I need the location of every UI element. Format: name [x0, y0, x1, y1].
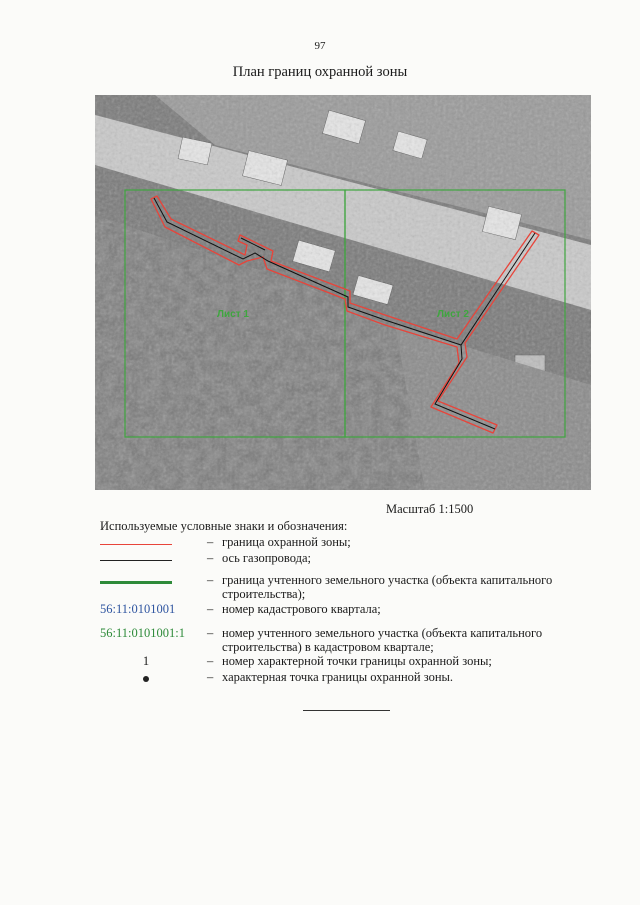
map-canvas — [95, 95, 591, 490]
legend-text: номер кадастрового квартала; — [222, 602, 381, 616]
legend-text: граница охранной зоны; — [222, 535, 351, 549]
legend-title: Используемые условные знаки и обозначения: — [100, 519, 348, 533]
sheet-label-2: Лист 2 — [437, 309, 469, 320]
black-line-symbol — [100, 551, 200, 567]
legend-text: ось газопровода; — [222, 551, 312, 565]
land-plot-code: 56:11:0101001:1 — [100, 626, 185, 640]
page-title: План границ охранной зоны — [232, 64, 408, 80]
point-number-sample: 1 — [142, 654, 150, 668]
legend-text: характерная точка границы охранной зоны. — [222, 670, 454, 684]
sheet-label-1: Лист 1 — [217, 309, 249, 320]
aerial-map — [95, 95, 591, 490]
legend-text: номер учтенного земельного участка (объекта капитального строительства) в кадастровом квартале; — [222, 626, 543, 654]
bottom-rule — [303, 710, 390, 711]
legend-text: номер характерной точки границы охранной зоны; — [222, 654, 492, 668]
red-line-symbol — [100, 535, 200, 551]
black-dot-icon — [100, 670, 200, 686]
map-scale: Масштаб 1:1500 — [386, 502, 474, 516]
legend-text: граница учтенного земельного участка (объекта капитального строительства); — [222, 573, 553, 601]
green-line-symbol — [100, 573, 200, 589]
cadastral-quarter-code: 56:11:0101001 — [100, 602, 176, 616]
photo-grain — [95, 95, 591, 490]
page-number: 97 — [314, 40, 326, 52]
